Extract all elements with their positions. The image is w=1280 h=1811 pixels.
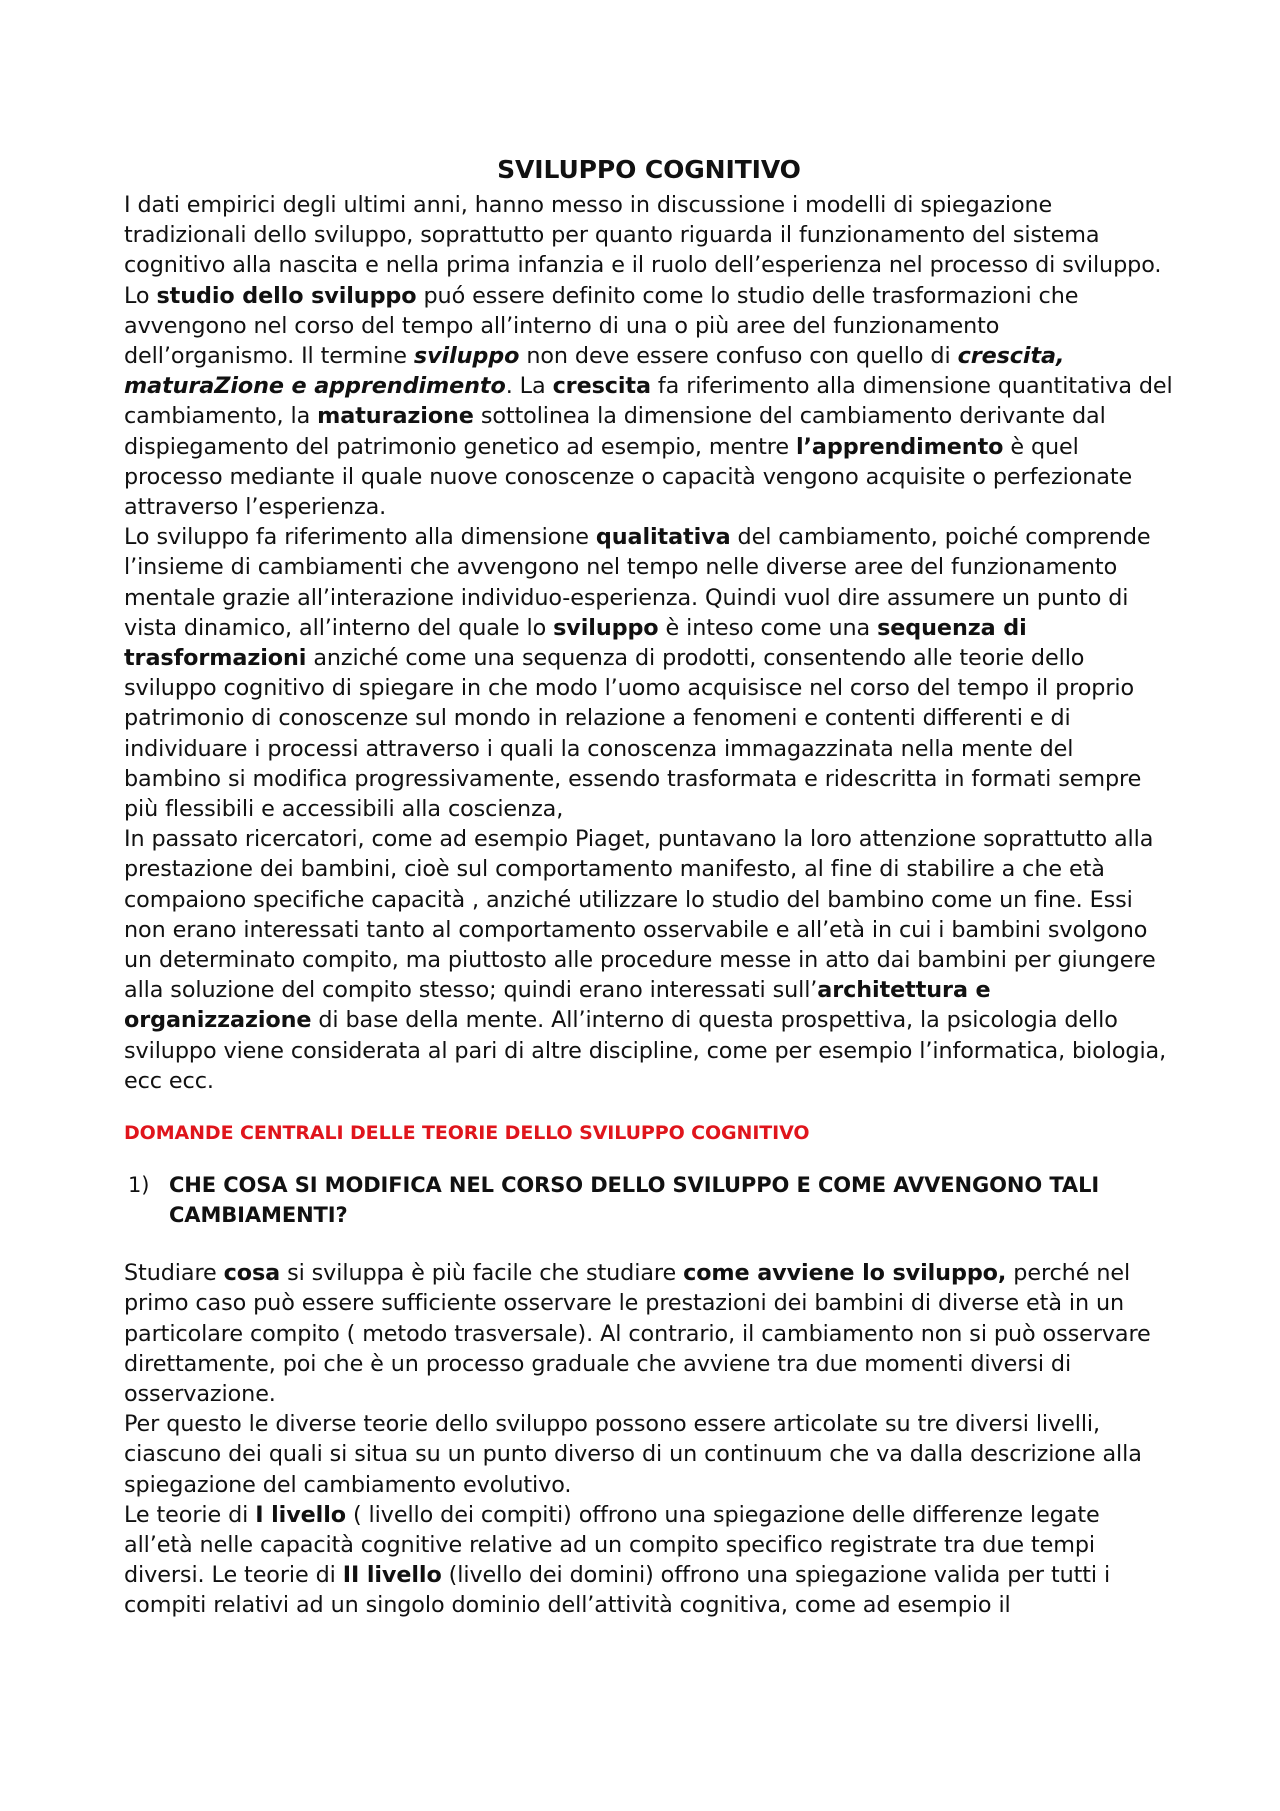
section2-paragraph-1: Studiare cosa si sviluppa è più facile che studiare come avviene lo sviluppo, perché nel primo caso può essere sufficiente osservare le prestazioni dei bambini di diverse età in un particolare compito ( metodo trasversale). Al contrario, il cambiamento non si può osservare direttamente, poi che è un processo graduale che avviene tra due momenti diversi di osservazione. (124, 1260, 1151, 1407)
question-1 (124, 1170, 1174, 1230)
question-1-number: 1) (128, 1173, 150, 1198)
page-title: SVILUPPO COGNITIVO (497, 155, 801, 184)
intro-paragraph-3: Lo sviluppo fa riferimento alla dimensione qualitativa del cambiamento, poiché comprende l’insieme di cambiamenti che avvengono nel tempo nelle diverse aree del funzionamento mentale grazie all’interazione individuo-esperienza. Quindi vuol dire assumere un punto di vista dinamico, all’interno del quale lo sviluppo è inteso come una sequenza di trasformazioni anziché come una sequenza di prodotti, consentendo alle teorie dello sviluppo cognitivo di spiegare in che modo l’uomo acquisisce nel corso del tempo il proprio patrimonio di conoscenze sul mondo in relazione a fenomeni e contenti differenti e di individuare i processi attraverso i quali la conoscenza immagazzinata nella mente del bambino si modifica progressivamente, essendo trasformata e ridescritta in formati sempre più flessibili e accessibili alla coscienza, (124, 524, 1151, 823)
intro-paragraph-2: Lo studio dello sviluppo puó essere definito come lo studio delle trasformazioni che avvengono nel corso del tempo all’interno di una o più aree del funzionamento dell’organismo. Il termine sviluppo non deve essere confuso con quello di crescita, maturaZione e apprendimento. La crescita fa riferimento alla dimensione quantitativa del cambiamento, la maturazione sottolinea la dimensione del cambiamento derivante dal dispiegamento del patrimonio genetico ad esempio, mentre l’apprendimento è quel processo mediante il quale nuove conoscenze o capacità vengono acquisite o perfezionate attraverso l’esperienza. (124, 282, 1173, 521)
section-heading-red: DOMANDE CENTRALI DELLE TEORIE DELLO SVILUPPO COGNITIVO (124, 1122, 810, 1145)
section-2 (124, 1258, 1174, 1620)
section2-paragraph-2: Per questo le diverse teorie dello sviluppo possono essere articolate su tre diversi livelli, ciascuno dei quali si situa su un punto diverso di un continuum che va dalla descrizione alla spiegazione del cambiamento evolutivo. (124, 1411, 1142, 1498)
document-page (124, 150, 1174, 1621)
question-1-text: CHE COSA SI MODIFICA NEL CORSO DELLO SVILUPPO E COME AVVENGONO TALI CAMBIAMENTI? (169, 1173, 1100, 1228)
section2-paragraph-3: Le teorie di I livello ( livello dei compiti) offrono una spiegazione delle differenze legate all’età nelle capacità cognitive relative ad un compito specifico registrate tra due tempi diversi. Le teorie di II livello (livello dei domini) offrono una spiegazione valida per tutti i compiti relativi ad un singolo dominio dell’attività cognitiva, come ad esempio il (124, 1501, 1111, 1619)
intro-paragraph-1: I dati empirici degli ultimi anni, hanno messo in discussione i modelli di spiegazione tradizionali dello sviluppo, soprattutto per quanto riguarda il funzionamento del sistema cognitivo alla nascita e nella prima infanzia e il ruolo dell’esperienza nel processo di sviluppo. (124, 192, 1162, 279)
intro-paragraph-4: In passato ricercatori, come ad esempio Piaget, puntavano la loro attenzione soprattutto alla prestazione dei bambini, cioè sul comportamento manifesto, al fine di stabilire a che età compaiono specifiche capacità , anziché utilizzare lo studio del bambino come un fine. Essi non erano interessati tanto al comportamento osservabile e all’età in cui i bambini svolgono un determinato compito, ma piuttosto alle procedure messe in atto dai bambini per giungere alla soluzione del compito stesso; quindi erano interessati sull’architettura e organizzazione di base della mente. All’interno di questa prospettiva, la psicologia dello sviluppo viene considerata al pari di altre discipline, come per esempio l’informatica, biologia, ecc ecc. (124, 826, 1167, 1094)
